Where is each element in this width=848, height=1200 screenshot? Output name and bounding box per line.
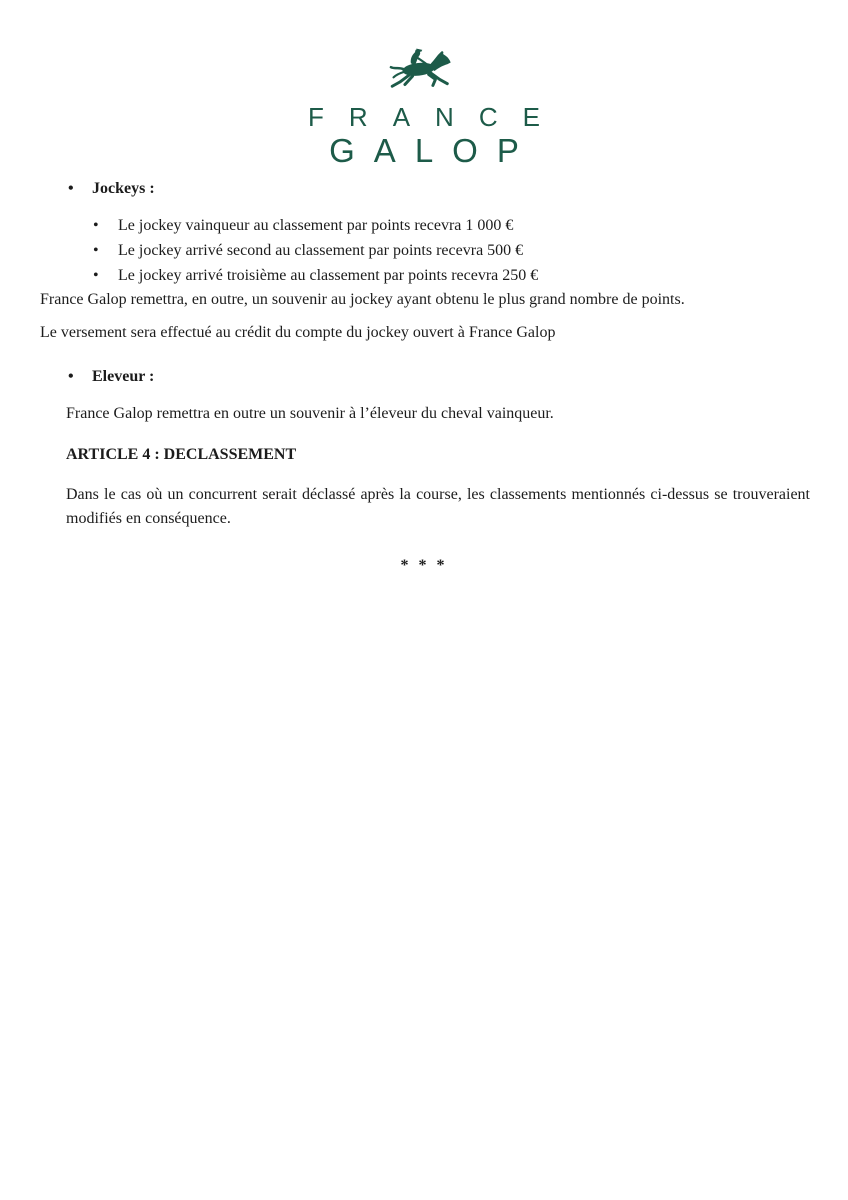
bullet-icon: • — [93, 242, 99, 260]
jockey-souvenir-note: France Galop remettra, en outre, un souvenir au jockey ayant obtenu le plus grand nombre de points. — [40, 291, 685, 309]
logo-text-galop: GALOP — [329, 131, 538, 169]
prize-first-text: Le jockey vainqueur au classement par points recevra 1 000 € — [118, 217, 514, 235]
article4-heading: ARTICLE 4 : DECLASSEMENT — [66, 446, 297, 464]
jockeys-prize-list — [0, 213, 848, 288]
prize-third-text: Le jockey arrivé troisième au classement par points recevra 250 € — [118, 267, 539, 285]
eleveur-souvenir-note: France Galop remettra en outre un souvenir à l’éleveur du cheval vainqueur. — [66, 405, 554, 423]
france-galop-logo — [0, 0, 848, 168]
payment-note: Le versement sera effectué au crédit du compte du jockey ouvert à France Galop — [40, 324, 556, 342]
list-item — [93, 263, 848, 288]
horse-and-jockey-icon — [388, 46, 460, 96]
jockeys-section-heading — [68, 180, 848, 197]
bullet-icon: • — [93, 217, 99, 235]
eleveur-heading-label: Eleveur : — [92, 368, 155, 386]
bullet-icon: • — [93, 267, 99, 285]
logo-text-france: FRANCE — [308, 102, 565, 132]
end-separator: * * * — [400, 557, 448, 575]
list-item — [93, 213, 848, 238]
document-body — [0, 180, 848, 574]
prize-second-text: Le jockey arrivé second au classement par points recevra 500 € — [118, 242, 524, 260]
eleveur-section-heading — [68, 368, 848, 385]
list-item — [93, 238, 848, 263]
bullet-icon: • — [68, 180, 74, 198]
jockeys-heading-label: Jockeys : — [92, 180, 155, 198]
bullet-icon: • — [68, 368, 74, 386]
article4-body: Dans le cas où un concurrent serait déclassé après la course, les classements mentionnés ci-dessus se trouveraient modifiés en conséquence. — [66, 486, 810, 528]
